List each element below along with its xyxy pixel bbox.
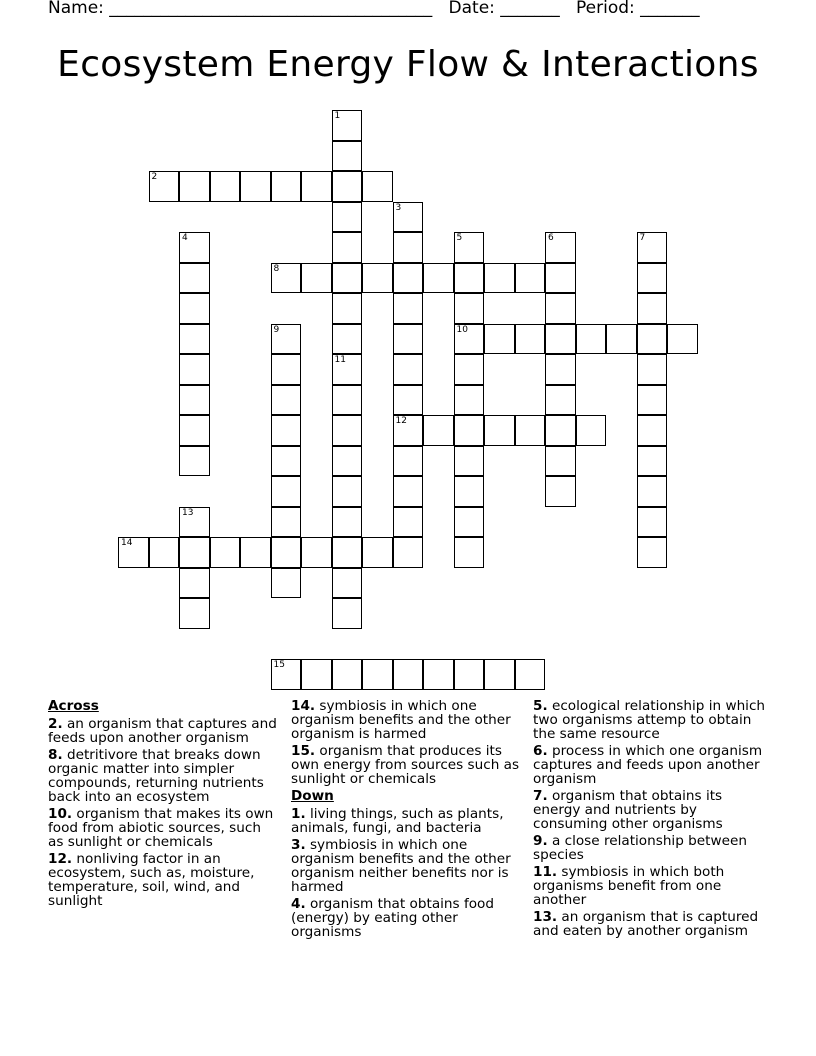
crossword-cell[interactable] — [332, 202, 363, 233]
clue-number: 15 — [273, 660, 285, 670]
crossword-cell[interactable] — [332, 507, 363, 538]
crossword-cell[interactable] — [332, 263, 363, 294]
crossword-cell[interactable] — [393, 476, 424, 507]
clue-number: 8 — [273, 263, 280, 274]
crossword-cell[interactable] — [545, 415, 576, 446]
crossword-cell[interactable] — [454, 324, 485, 355]
clue-down-7: 7. organism that obtains its energy and nutrients by consuming other organisms — [533, 788, 723, 832]
crossword-cell[interactable] — [393, 507, 424, 538]
crossword-cell[interactable] — [210, 171, 241, 202]
crossword-cell[interactable] — [332, 141, 363, 172]
crossword-cell[interactable] — [179, 598, 210, 629]
crossword-cell[interactable] — [454, 385, 485, 416]
clue-number: 7 — [639, 233, 646, 243]
crossword-cell[interactable] — [637, 263, 668, 294]
crossword-cell[interactable] — [332, 415, 363, 446]
crossword-cell[interactable] — [271, 659, 302, 690]
across-heading: Across — [48, 698, 99, 714]
crossword-cell[interactable] — [332, 232, 363, 263]
crossword-cell[interactable] — [423, 659, 454, 690]
crossword-cell[interactable] — [454, 659, 485, 690]
clue-down-11: 11. symbiosis in which both organisms benefit from one another — [533, 864, 725, 908]
crossword-cell[interactable] — [637, 446, 668, 477]
crossword-cell[interactable] — [454, 507, 485, 538]
crossword-cell[interactable] — [545, 324, 576, 355]
crossword-cell[interactable] — [454, 415, 485, 446]
clue-number: 10 — [456, 324, 468, 335]
clue-number: 13 — [182, 507, 194, 518]
crossword-cell[interactable] — [545, 293, 576, 324]
crossword-cell[interactable] — [210, 537, 241, 568]
crossword-cell[interactable] — [301, 537, 332, 568]
crossword-cell[interactable] — [454, 354, 485, 385]
crossword-cell[interactable] — [423, 415, 454, 446]
crossword-cell[interactable] — [362, 263, 393, 294]
crossword-cell[interactable] — [545, 263, 576, 294]
crossword-cell[interactable] — [545, 385, 576, 416]
crossword-cell[interactable] — [271, 171, 302, 202]
clue-across-15: 15. organism that produces its own energy from sources such as sunlight or chemicals — [291, 743, 520, 787]
crossword-cell[interactable] — [637, 293, 668, 324]
crossword-cell[interactable] — [179, 568, 210, 599]
clue-number: 2 — [151, 172, 158, 182]
clue-number: 12 — [395, 416, 407, 426]
crossword-cell[interactable] — [179, 171, 210, 202]
clues-column-1 — [48, 699, 280, 911]
clue-down-3: 3. symbiosis in which one organism benefits and the other organism neither benefits nor is harmed — [291, 837, 511, 895]
crossword-cell[interactable] — [393, 446, 424, 477]
clue-number: 4 — [182, 233, 188, 243]
clue-down-5: 5. ecological relationship in which two organisms attemp to obtain the same resource — [533, 698, 766, 742]
crossword-cell[interactable] — [271, 385, 302, 416]
clue-across-12: 12. nonliving factor in an ecosystem, such as, moisture, temperature, soil, wind, and sunlight — [48, 851, 255, 909]
crossword-cell[interactable] — [576, 324, 607, 355]
clues-column-3 — [533, 699, 768, 941]
crossword-cell[interactable] — [637, 385, 668, 416]
crossword-cell[interactable] — [332, 293, 363, 324]
crossword-cell[interactable] — [454, 293, 485, 324]
crossword-cell[interactable] — [301, 659, 332, 690]
crossword-cell[interactable] — [179, 232, 210, 263]
clue-down-6: 6. process in which one organism captures and feeds upon another organism — [533, 743, 763, 787]
crossword-cell[interactable] — [271, 476, 302, 507]
crossword-cell[interactable] — [271, 354, 302, 385]
crossword-cell[interactable] — [332, 354, 363, 385]
crossword-cell[interactable] — [484, 324, 515, 355]
clue-down-4: 4. organism that obtains food (energy) by eating other organisms — [291, 896, 494, 940]
crossword-cell[interactable] — [179, 354, 210, 385]
crossword-cell[interactable] — [179, 293, 210, 324]
crossword-cell[interactable] — [637, 354, 668, 385]
crossword-cell[interactable] — [484, 659, 515, 690]
crossword-cell[interactable] — [271, 324, 302, 355]
crossword-cell[interactable] — [545, 476, 576, 507]
crossword-cell[interactable] — [393, 263, 424, 294]
clue-down-9: 9. a close relationship between species — [533, 833, 747, 863]
crossword-cell[interactable] — [362, 171, 393, 202]
crossword-cell[interactable] — [667, 324, 698, 355]
clue-across-2: 2. an organism that captures and feeds upon another organism — [48, 716, 277, 746]
clue-across-14: 14. symbiosis in which one organism benefits and the other organism is harmed — [291, 698, 511, 742]
crossword-cell[interactable] — [149, 537, 180, 568]
crossword-cell[interactable] — [515, 659, 546, 690]
crossword-cell[interactable] — [515, 263, 546, 294]
clue-across-8: 8. detritivore that breaks down organic matter into simpler compounds, returning nutrients back into an ecosystem — [48, 747, 264, 805]
crossword-cell[interactable] — [393, 659, 424, 690]
crossword-cell[interactable] — [576, 415, 607, 446]
crossword-cell[interactable] — [545, 354, 576, 385]
clue-across-10: 10. organism that makes its own food from abiotic sources, such as sunlight or chemicals — [48, 806, 274, 850]
crossword-cell[interactable] — [332, 568, 363, 599]
clue-number: 1 — [334, 111, 341, 121]
crossword-cell[interactable] — [393, 232, 424, 263]
crossword-cell[interactable] — [271, 537, 302, 568]
crossword-cell[interactable] — [179, 324, 210, 355]
crossword-cell[interactable] — [637, 324, 668, 355]
crossword-cell[interactable] — [179, 446, 210, 477]
crossword-cell[interactable] — [393, 354, 424, 385]
crossword-cell[interactable] — [271, 507, 302, 538]
crossword-cell[interactable] — [179, 263, 210, 294]
crossword-cell[interactable] — [454, 446, 485, 477]
crossword-cell[interactable] — [515, 324, 546, 355]
crossword-cell[interactable] — [332, 171, 363, 202]
crossword-cell[interactable] — [301, 171, 332, 202]
crossword-cell[interactable] — [393, 293, 424, 324]
crossword-cell[interactable] — [271, 568, 302, 599]
crossword-cell[interactable] — [637, 537, 668, 568]
date-field[interactable]: Date: _______ — [448, 0, 560, 18]
crossword-cell[interactable] — [637, 507, 668, 538]
crossword-cell[interactable] — [484, 263, 515, 294]
page-title: Ecosystem Energy Flow & Interactions — [57, 44, 759, 85]
crossword-cell[interactable] — [271, 263, 302, 294]
crossword-cell[interactable] — [240, 537, 271, 568]
crossword-cell[interactable] — [179, 537, 210, 568]
crossword-cell[interactable] — [271, 446, 302, 477]
crossword-cell[interactable] — [240, 171, 271, 202]
crossword-cell[interactable] — [393, 202, 424, 233]
crossword-cell[interactable] — [179, 385, 210, 416]
crossword-cell[interactable] — [362, 659, 393, 690]
crossword-cell[interactable] — [179, 507, 210, 538]
crossword-cell[interactable] — [332, 476, 363, 507]
clues-column-2 — [291, 699, 523, 942]
crossword-cell[interactable] — [393, 324, 424, 355]
clue-number: 6 — [548, 233, 554, 243]
crossword-cell[interactable] — [332, 598, 363, 629]
crossword-cell[interactable] — [637, 415, 668, 446]
crossword-cell[interactable] — [637, 476, 668, 507]
crossword-cell[interactable] — [515, 415, 546, 446]
clue-number: 14 — [121, 538, 133, 548]
period-field[interactable]: Period: _______ — [576, 0, 700, 18]
crossword-cell[interactable] — [454, 476, 485, 507]
crossword-cell[interactable] — [393, 537, 424, 568]
crossword-cell[interactable] — [545, 232, 576, 263]
clue-number: 11 — [334, 355, 346, 365]
crossword-cell[interactable] — [362, 537, 393, 568]
crossword-cell[interactable] — [484, 415, 515, 446]
crossword-cell[interactable] — [454, 232, 485, 263]
name-field[interactable]: Name: ______________________________________ — [48, 0, 433, 18]
crossword-cell[interactable] — [393, 415, 424, 446]
clue-number: 5 — [456, 233, 463, 243]
crossword-cell[interactable] — [271, 415, 302, 446]
crossword-cell[interactable] — [149, 171, 180, 202]
crossword-cell[interactable] — [545, 446, 576, 477]
crossword-cell[interactable] — [301, 263, 332, 294]
crossword-cell[interactable] — [332, 324, 363, 355]
crossword-cell[interactable] — [393, 385, 424, 416]
down-heading: Down — [291, 788, 334, 804]
crossword-cell[interactable] — [332, 446, 363, 477]
crossword-cell[interactable] — [454, 263, 485, 294]
clue-down-1: 1. living things, such as plants, animals, fungi, and bacteria — [291, 806, 504, 836]
crossword-cell[interactable] — [332, 110, 363, 141]
crossword-cell[interactable] — [637, 232, 668, 263]
clue-number: 9 — [273, 324, 280, 335]
crossword-cell[interactable] — [454, 537, 485, 568]
crossword-cell[interactable] — [606, 324, 637, 355]
clue-number: 3 — [395, 202, 402, 213]
crossword-cell[interactable] — [179, 415, 210, 446]
crossword-cell[interactable] — [423, 263, 454, 294]
crossword-cell[interactable] — [332, 537, 363, 568]
crossword-cell[interactable] — [332, 385, 363, 416]
clue-down-13: 13. an organism that is captured and eaten by another organism — [533, 909, 759, 939]
crossword-cell[interactable] — [118, 537, 149, 568]
crossword-cell[interactable] — [332, 659, 363, 690]
